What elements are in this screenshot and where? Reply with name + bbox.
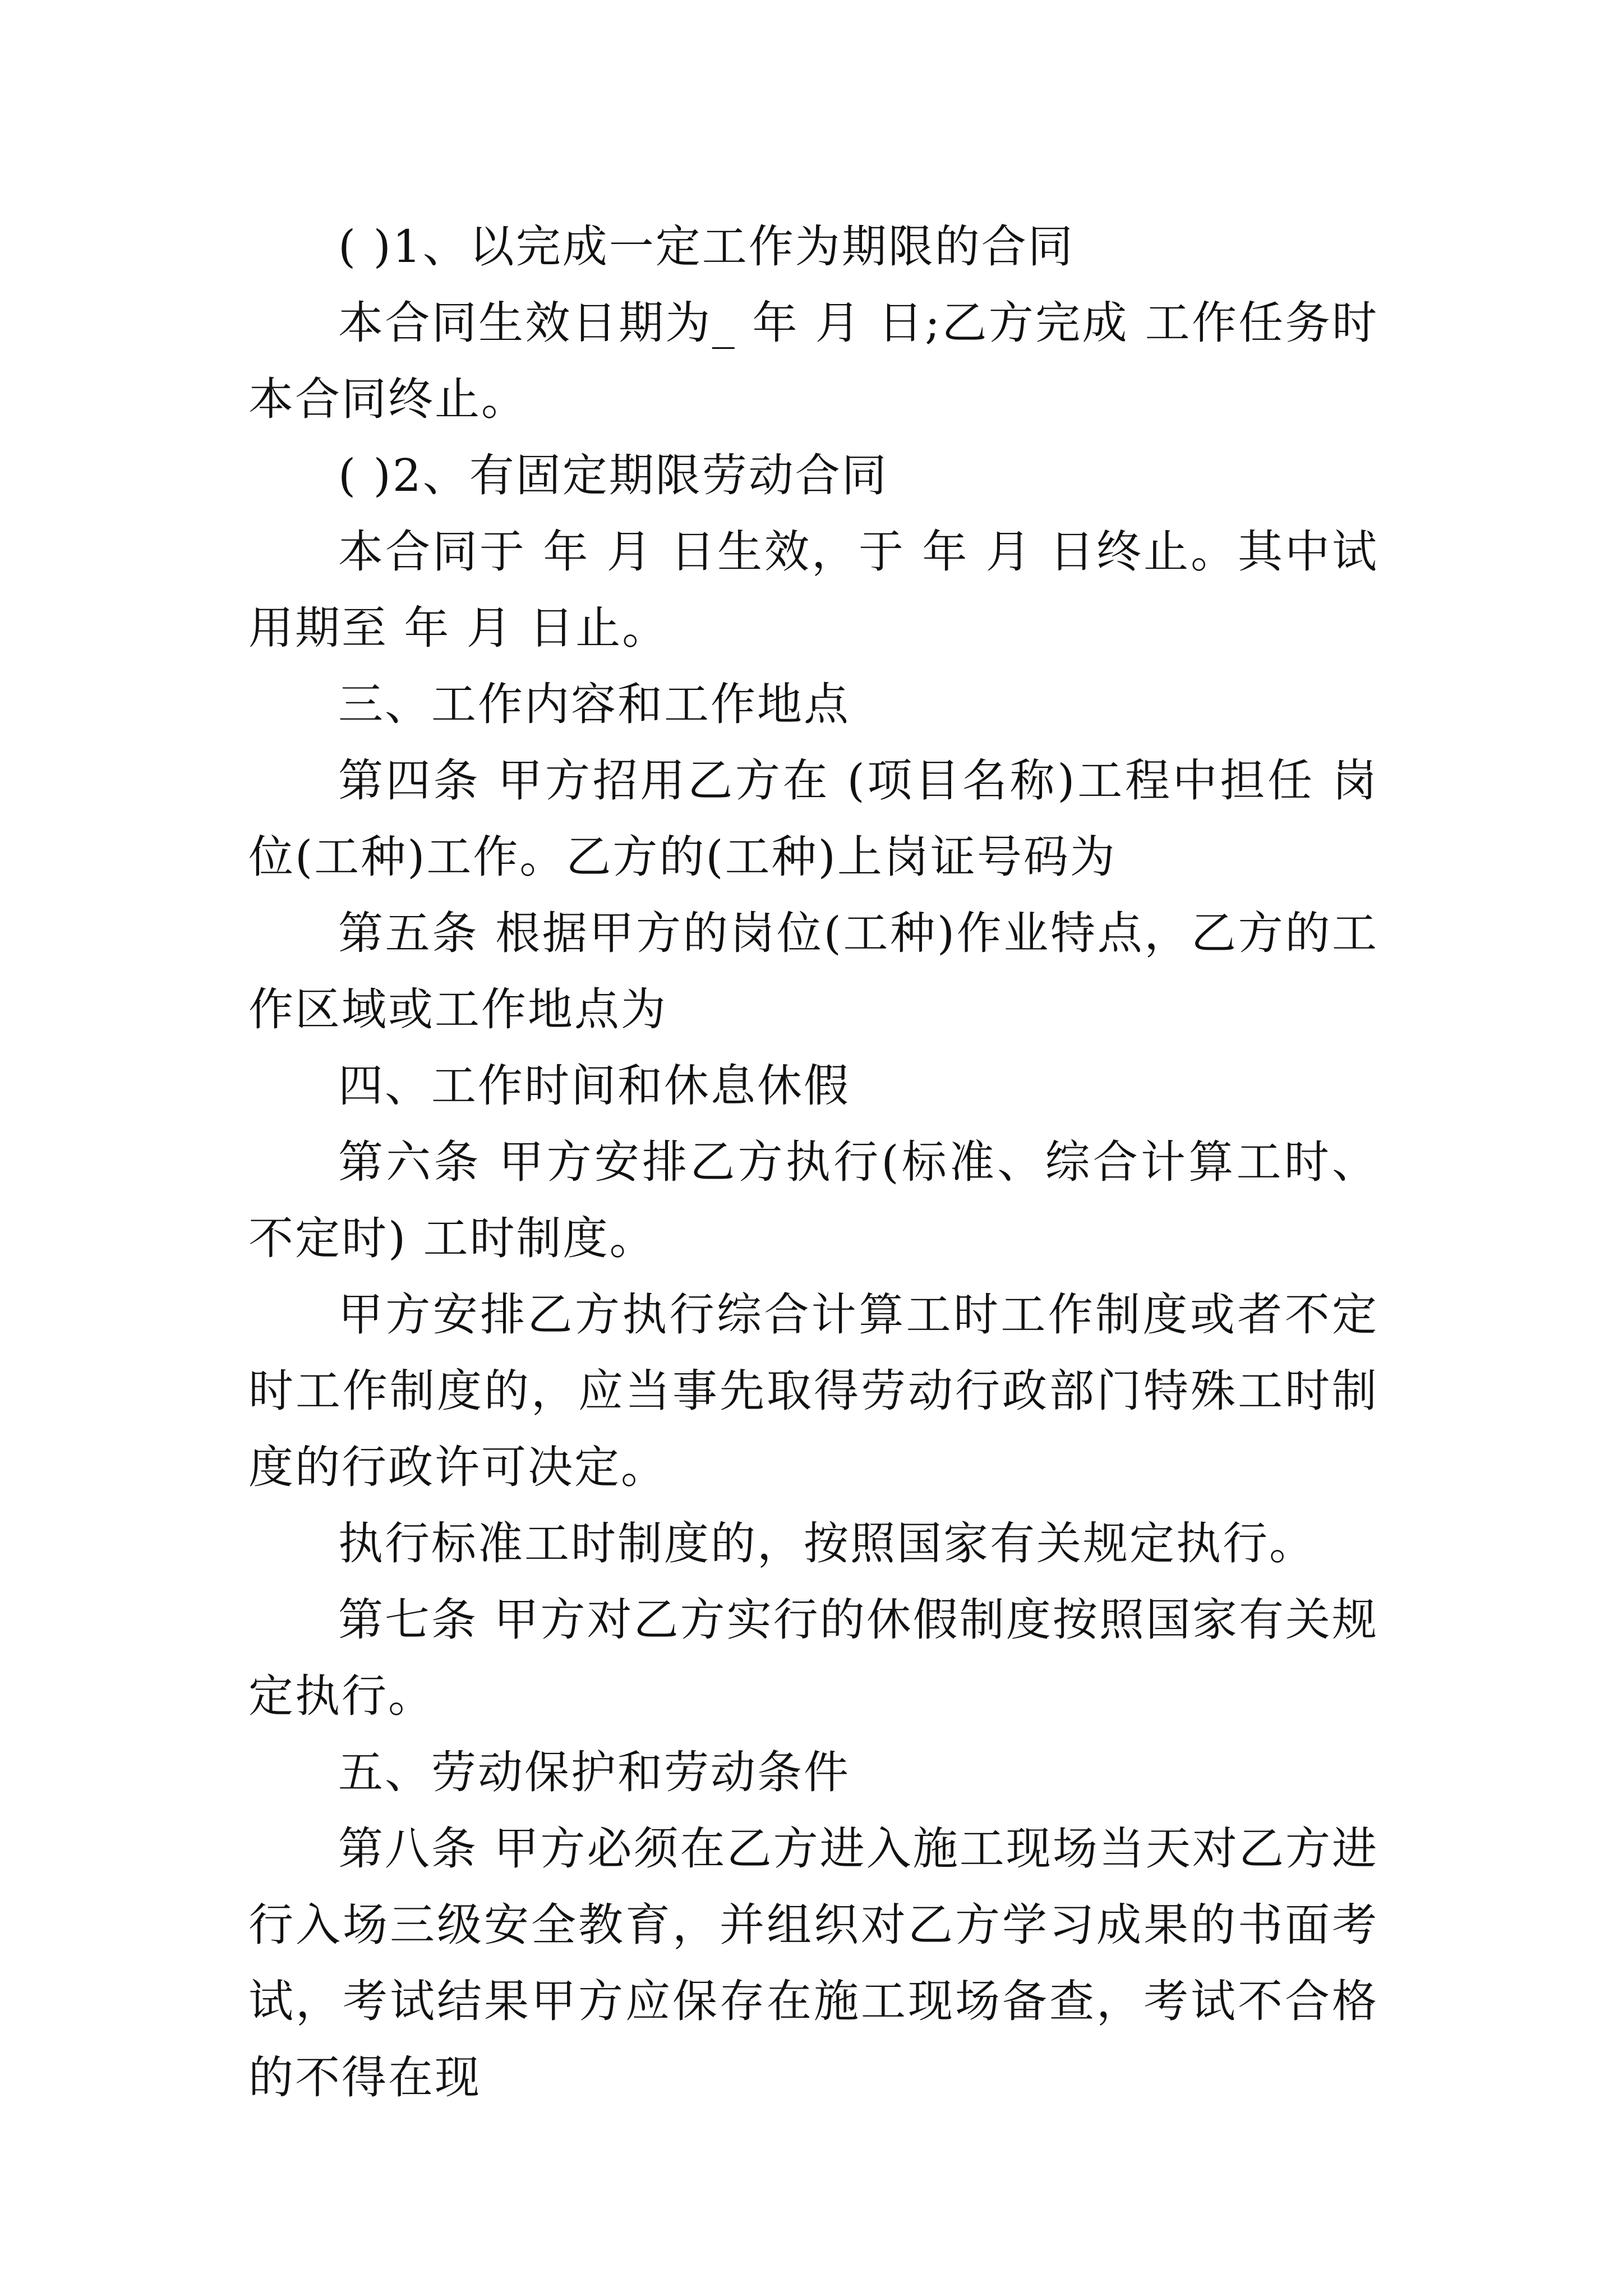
document-body: [248, 209, 1378, 2116]
paragraph-standard-hours: 执行标准工时制度的，按照国家有关规定执行。: [338, 1517, 1316, 1570]
article-6: 第六条 甲方安排乙方执行(标准、综合计算工时、不定时) 工时制度。: [248, 1136, 1378, 1264]
section-heading-labor-protection: 五、劳动保护和劳动条件: [338, 1746, 850, 1798]
paragraph-contract-type-1: ( )1、以完成一定工作为期限的合同: [338, 220, 1075, 273]
paragraph-effective-date: 本合同生效日期为_ 年 月 日;乙方完成 工作任务时本合同终止。: [248, 297, 1378, 425]
section-heading-work-hours: 四、工作时间和休息休假: [338, 1060, 850, 1112]
paragraph-term-dates: 本合同于 年 月 日生效，于 年 月 日终止。其中试用期至 年 月 日止。: [248, 526, 1378, 654]
article-4: 第四条 甲方招用乙方在 (项目名称)工程中担任 岗位(工种)工作。乙方的(工种)上岗证号码为: [248, 754, 1378, 883]
paragraph-special-hours: 甲方安排乙方执行综合计算工时工作制度或者不定时工作制度的，应当事先取得劳动行政部门特殊工时制度的行政许可决定。: [248, 1289, 1378, 1493]
article-5: 第五条 根据甲方的岗位(工种)作业特点，乙方的工作区域或工作地点为: [248, 907, 1378, 1036]
article-7: 第七条 甲方对乙方实行的休假制度按照国家有关规定执行。: [248, 1594, 1378, 1722]
section-heading-work-content: 三、工作内容和工作地点: [338, 678, 850, 730]
paragraph-contract-type-2: ( )2、有固定期限劳动合同: [338, 449, 888, 501]
article-8: 第八条 甲方必须在乙方进入施工现场当天对乙方进行入场三级安全教育，并组织对乙方学习成果的书面考试，考试结果甲方应保存在施工现场备查，考试不合格的不得在现: [248, 1823, 1378, 2104]
